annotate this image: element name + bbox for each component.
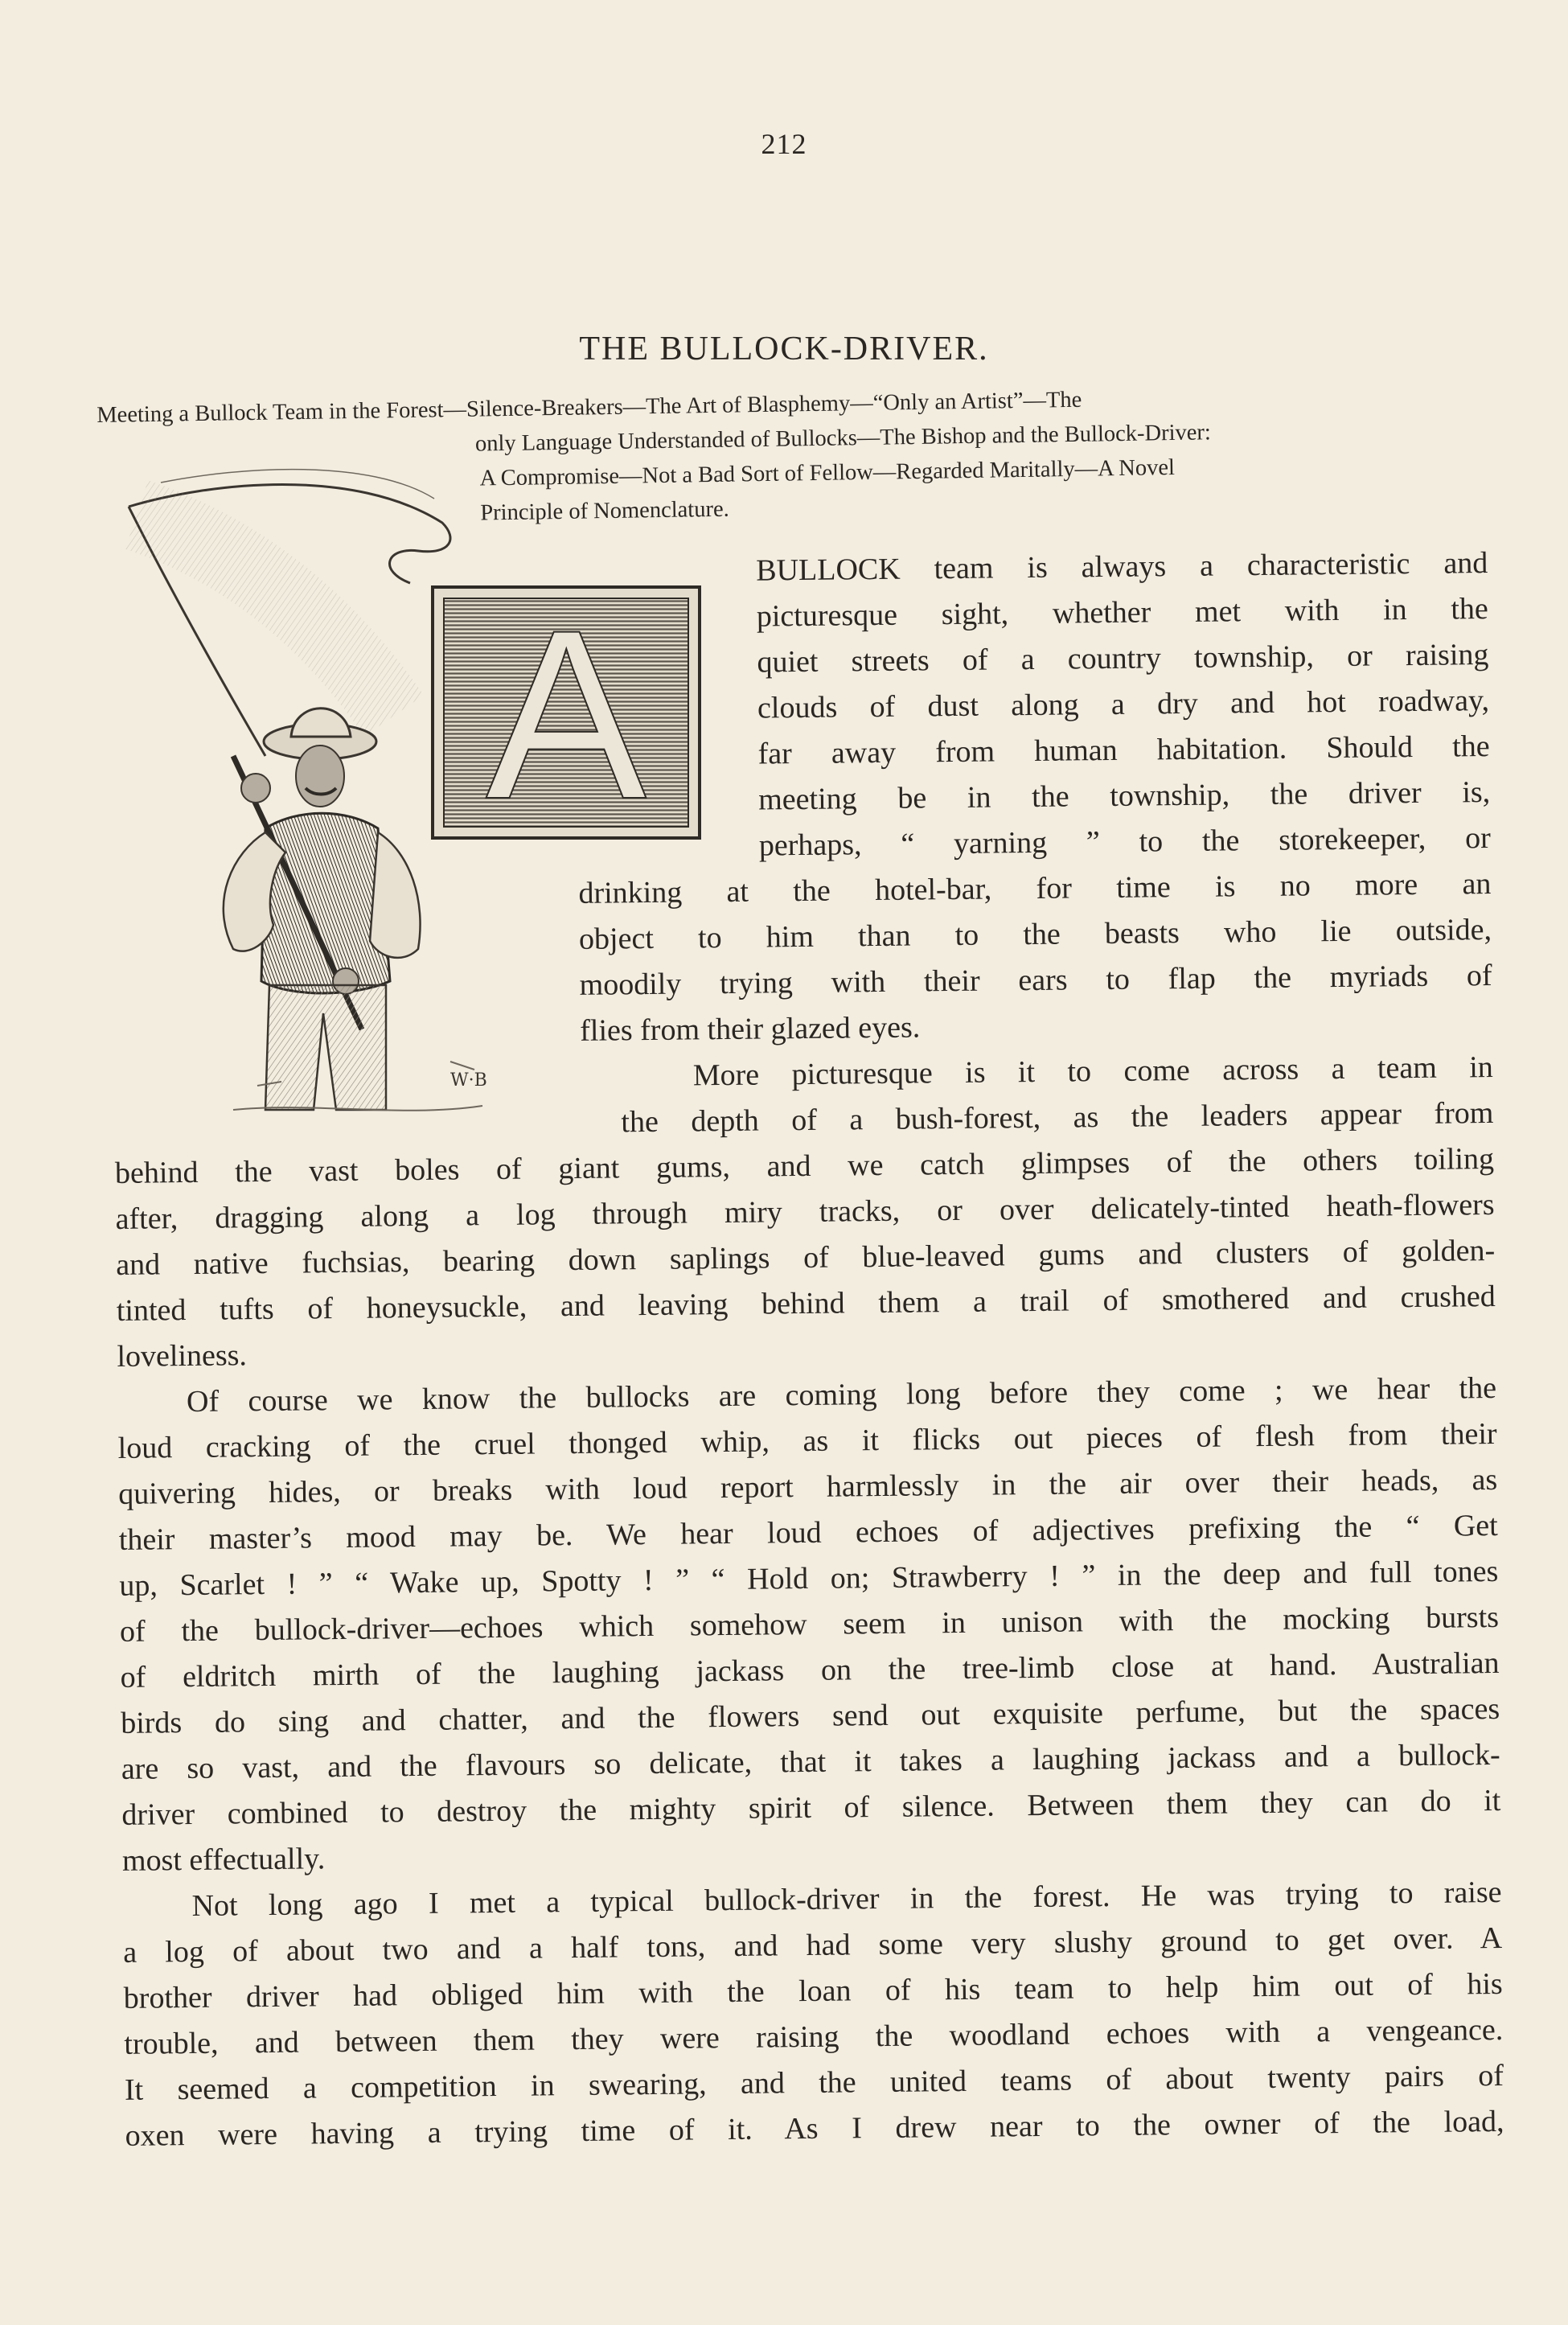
- text-line: object to him than to the beasts who lie outside,: [578, 913, 1492, 956]
- text-line: loveliness.: [117, 1338, 248, 1374]
- text-line: tinted tufts of honeysuckle, and leaving behind them a trail of smothered and crushed: [116, 1279, 1496, 1328]
- synopsis-line: Principle of Nomenclature.: [480, 496, 729, 526]
- synopsis-line: only Language Understanded of Bullocks—The Bishop and the Bullock-Driver:: [474, 420, 1212, 457]
- body-text: [109, 540, 1504, 2159]
- chapter-title: THE BULLOCK-DRIVER.: [579, 331, 989, 368]
- text-line: after, dragging along a log through miry tracks, or over delicately-tinted heath-flowers: [115, 1187, 1495, 1236]
- text-line: clouds of dust along a dry and hot roadway,: [757, 684, 1490, 725]
- text-line: driver combined to destroy the mighty spirit of silence. Between them they can do it: [121, 1783, 1501, 1832]
- text-line: quivering hides, or breaks with loud report harmlessly in the air over their heads, as: [118, 1462, 1498, 1511]
- text-line: picturesque sight, whether met with in the: [756, 592, 1489, 634]
- text-line: far away from human habitation. Should the: [757, 729, 1490, 771]
- text-line: quiet streets of a country township, or raising: [757, 638, 1489, 680]
- text-line: More picturesque is it to come across a team in: [692, 1050, 1493, 1093]
- illustration-signature: W·B: [450, 1070, 487, 1091]
- text-line: perhaps, “ yarning ” to the storekeeper, or: [758, 821, 1492, 863]
- text-line: birds do sing and chatter, and the flowers send out exquisite perfume, but the spaces: [120, 1691, 1500, 1740]
- text-line: loud cracking of the cruel thonged whip, as it flicks out pieces of flesh from their: [117, 1416, 1497, 1465]
- text-line: trouble, and between them they were raising the woodland echoes with a vengeance.: [124, 2012, 1504, 2061]
- text-line: and native fuchsias, bearing down saplings of blue-leaved gums and clusters of golden-: [116, 1233, 1496, 1282]
- text-line: behind the vast boles of giant gums, and we catch glimpses of the others toiling: [114, 1141, 1495, 1190]
- text-line: drinking at the hotel-bar, for time is no more an: [578, 867, 1492, 910]
- synopsis-line: Meeting a Bullock Team in the Forest—Silence-Breakers—The Art of Blasphemy—“Only an Artist”—The: [96, 387, 1082, 428]
- text-line: of the bullock-driver—echoes which somehow seem in unison with the mocking bursts: [119, 1600, 1500, 1649]
- text-line: BULLOCK team is always a characteristic and: [756, 546, 1488, 588]
- text-line: are so vast, and the flavours so delicate, that it takes a laughing jackass and a bullock-: [121, 1737, 1500, 1786]
- paragraph: [122, 1870, 1504, 2159]
- text-line: moodily trying with their ears to flap the myriads of: [579, 959, 1492, 1002]
- text-line: their master’s mood may be. We hear loud echoes of adjectives prefixing the “ Get: [118, 1508, 1498, 1557]
- page-number: 212: [761, 128, 807, 160]
- text-line: oxen were having a trying time of it. As I drew near to the owner of the load,: [125, 2104, 1504, 2153]
- text-line: most effectually.: [121, 1842, 326, 1878]
- paragraph: [114, 1045, 1496, 1380]
- text-line: of eldritch mirth of the laughing jackass on the tree-limb close at hand. Australian: [120, 1645, 1500, 1694]
- text-line: the depth of a bush-forest, as the leaders appear from: [621, 1096, 1494, 1140]
- text-line: brother driver had obliged him with the loan of his team to help him out of his: [123, 1966, 1503, 2015]
- synopsis-line: A Compromise—Not a Bad Sort of Fellow—Regarded Maritally—A Novel: [479, 454, 1176, 491]
- text-line: Not long ago I met a typical bullock-driver in the forest. He was trying to raise: [191, 1875, 1502, 1924]
- text-line: It seemed a competition in swearing, and the united teams of about twenty pairs of: [124, 2058, 1504, 2107]
- text-line: flies from their glazed eyes.: [580, 1010, 921, 1048]
- text-line: up, Scarlet ! ” “ Wake up, Spotty ! ” “ Hold on; Strawberry ! ” in the deep and full tones: [119, 1554, 1499, 1603]
- text-line: Of course we know the bullocks are coming long before they come ; we hear the: [186, 1370, 1497, 1419]
- text-line: meeting be in the township, the driver is,: [758, 775, 1491, 817]
- paragraph: [109, 540, 1492, 1059]
- text-line: a log of about two and a half tons, and had some very slushy ground to get over. A: [122, 1920, 1503, 1970]
- drop-cap-letter: A: [485, 579, 647, 844]
- paragraph: [117, 1366, 1501, 1884]
